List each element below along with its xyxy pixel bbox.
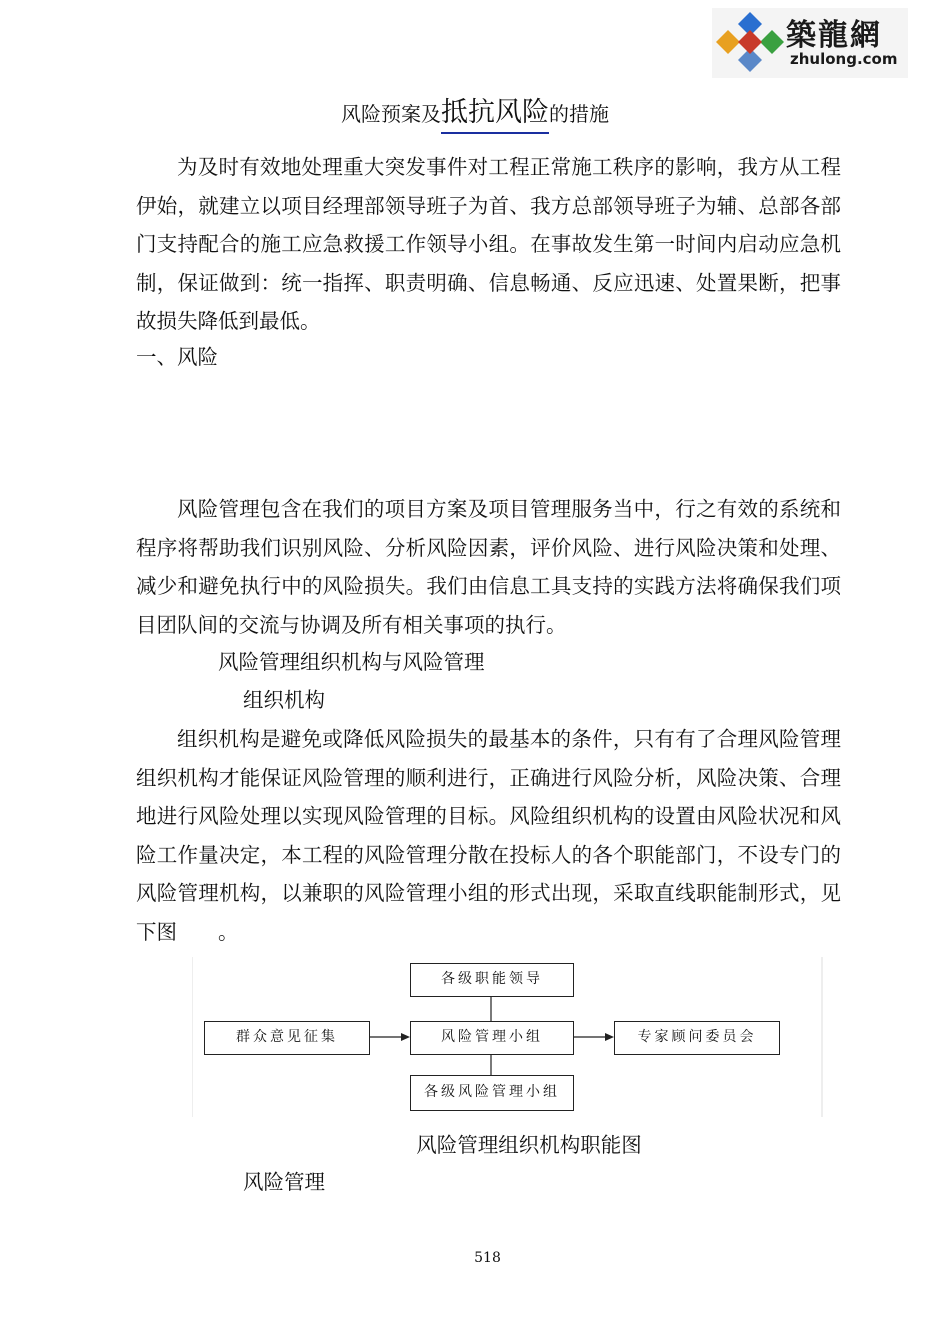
diagram-caption: 风险管理组织机构职能图 (416, 1133, 642, 1157)
box-public-opinion: 群众意见征集 (204, 1021, 370, 1055)
page-number: 518 (474, 1250, 501, 1266)
box-risk-management-team: 风险管理小组 (410, 1021, 574, 1055)
title-part-2: 抵抗风险 (441, 96, 549, 134)
title-part-3: 的措施 (549, 102, 609, 126)
sub-heading-org: 组织机构 (243, 688, 325, 712)
risk-management-paragraph: 风险管理包含在我们的项目方案及项目管理服务当中，行之有效的系统和程序将帮助我们识别风险、分析风险因素，评价风险、进行风险决策和处理、减少和避免执行中的风险损失。我们由信息工具支持的实践方法将确保我们项目团队间的交流与协调及所有相关事项的执行。 (136, 497, 841, 637)
organization-paragraph: 组织机构是避免或降低风险损失的最基本的条件，只有有了合理风险管理组织机构才能保证风险管理的顺利进行，正确进行风险分析，风险决策、合理地进行风险处理以实现风险管理的目标。风险组织机构的设置由风险状况和风险工作量决定，本工程的风险管理分散在投标人的各个职能部门，不设专门的风险管理机构，以兼职的风险管理小组的形式出现，采取直线职能制形式，见下图 。 (136, 727, 841, 944)
box-functional-leaders: 各级职能领导 (410, 963, 574, 997)
logo-name-en: zhulong.com (790, 50, 898, 68)
title-part-1: 风险预案及 (341, 102, 441, 126)
section-heading-risk: 一、风险 (136, 345, 218, 369)
intro-paragraph: 为及时有效地处理重大突发事件对工程正常施工秩序的影响，我方从工程伊始，就建立以项目经理部领导班子为首、我方总部领导班子为辅、总部各部门支持配合的施工应急救援工作领导小组。在事故发生第一时间内启动应急机制，保证做到：统一指挥、职责明确、信息畅通、反应迅速、处置果断，把事故损失降低到最低。 (136, 155, 841, 333)
box-expert-committee: 专家顾问委员会 (614, 1021, 780, 1055)
box-risk-teams-all-levels: 各级风险管理小组 (410, 1075, 574, 1111)
logo-name-cn: 築龍網 (786, 18, 882, 53)
sub-heading-risk-management: 风险管理 (243, 1170, 325, 1194)
page-title (0, 96, 950, 134)
org-chart (192, 957, 824, 1117)
sub-heading-org-and-risk: 风险管理组织机构与风险管理 (218, 650, 485, 674)
